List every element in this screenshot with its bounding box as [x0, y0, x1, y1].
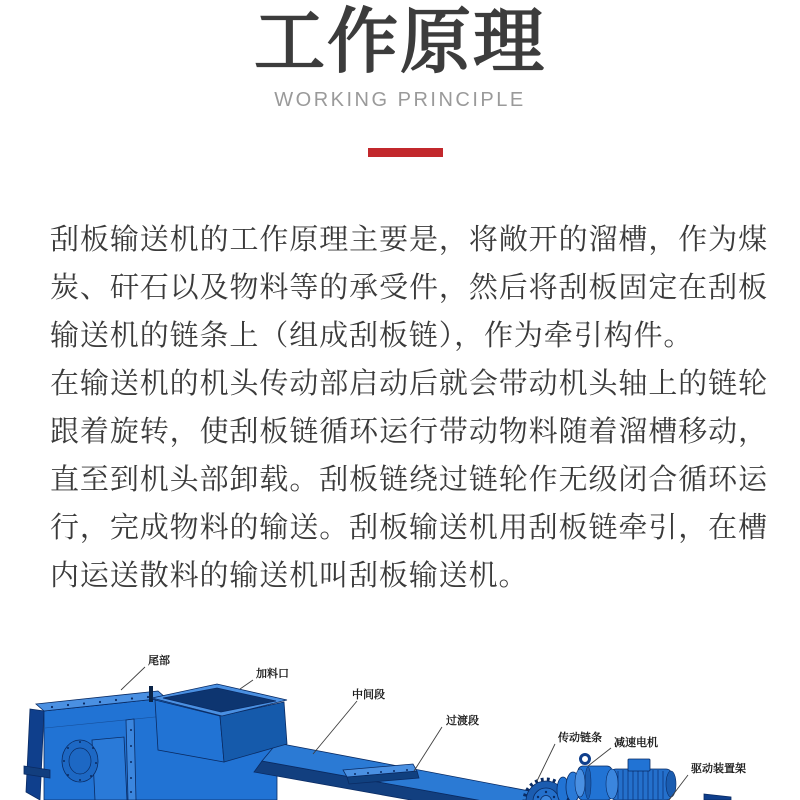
- label-feed-inlet: 加料口: [256, 668, 289, 680]
- label-drive-chain: 传动链条: [558, 732, 602, 744]
- drive-frame-stub-shape: [704, 794, 731, 800]
- leader-line: [121, 667, 145, 690]
- drive-unit-shape: [525, 755, 732, 800]
- accent-divider: [368, 148, 443, 157]
- conveyor-diagram: [0, 620, 800, 800]
- principle-paragraph-2: 在输送机的机头传动部启动后就会带动机头轴上的链轮跟着旋转，使刮板链循环运行带动物料随着溜槽移动，直至到机头部卸载。刮板链绕过链轮作无级闭合循环运行，完成物料的输送。刮板输送机用刮板链牵引，在槽内运送散料的输送机叫刮板输送机。: [50, 368, 768, 592]
- label-tail: 尾部: [148, 655, 170, 667]
- leader-line: [313, 701, 357, 754]
- page-title: 工作原理: [253, 3, 546, 82]
- page-subtitle: WORKING PRINCIPLE: [274, 89, 526, 111]
- label-gear-motor: 减速电机: [614, 737, 658, 749]
- principle-text: [50, 216, 768, 600]
- lifting-eye-shape: [581, 755, 590, 764]
- motor-shape: [606, 759, 676, 800]
- label-middle-section: 中间段: [352, 689, 385, 701]
- label-transition-section: 过渡段: [446, 715, 479, 727]
- leader-line: [588, 748, 611, 766]
- leader-line: [240, 680, 253, 689]
- leader-line: [537, 744, 555, 781]
- label-drive-frame: 驱动装置架: [691, 763, 746, 775]
- principle-paragraph-1: 刮板输送机的工作原理主要是，将敞开的溜槽，作为煤炭、矸石以及物料等的承受件，然后将刮板固定在刮板输送机的链条上（组成刮板链），作为牵引构件。: [50, 224, 768, 352]
- leader-line: [414, 727, 442, 771]
